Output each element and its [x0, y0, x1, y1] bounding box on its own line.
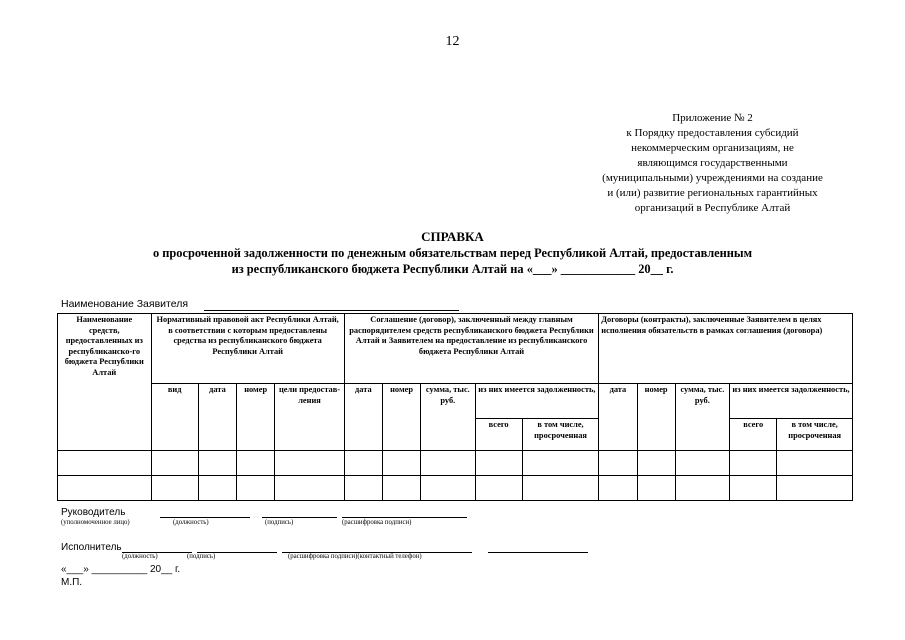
head-sign-line[interactable] — [262, 517, 337, 518]
table-cell[interactable] — [237, 451, 275, 476]
stamp-label: М.П. — [61, 577, 83, 588]
col-header-date: дата — [344, 384, 382, 451]
col-header-overdue: в том числе, просроченная — [777, 419, 853, 451]
table-cell[interactable] — [421, 476, 475, 501]
table-cell[interactable] — [275, 476, 344, 501]
table-cell[interactable] — [599, 476, 637, 501]
executor-label: Исполнитель — [61, 542, 122, 553]
table-cell[interactable] — [522, 451, 599, 476]
exec-sign-caption: (подпись) — [187, 553, 216, 560]
page-number: 12 — [445, 34, 460, 49]
col-header-goals: цели предостав-ления — [275, 384, 344, 451]
table-cell[interactable] — [475, 451, 522, 476]
table-cell[interactable] — [198, 451, 236, 476]
head-label: Руководитель — [61, 507, 126, 518]
table-row — [58, 451, 853, 476]
group-header-contracts: Договоры (контракты), заключенные Заявителем в целях исполнения обязательств в рамках соглашения (договора) — [599, 314, 853, 384]
table-cell[interactable] — [237, 476, 275, 501]
table-cell[interactable] — [777, 451, 853, 476]
subtitle-line-1: о просроченной задолженности по денежным обязательствам перед Республикой Алтай, предоставленным — [152, 246, 753, 260]
head-decode-caption: (расшифровка подписи) — [342, 519, 412, 526]
group-header-agreement: Соглашение (договор), заключенный между главным распорядителем средств республиканского бюджета Республики Алтай и Заявителем на предоставление из республиканского бюджета Республики Алтай — [344, 314, 599, 384]
table-cell[interactable] — [675, 476, 729, 501]
document-subtitle — [70, 245, 835, 277]
appendix-line: некоммерческим организациям, не — [631, 142, 794, 154]
head-sign-caption: (подпись) — [265, 519, 294, 526]
table-cell[interactable] — [421, 451, 475, 476]
col-header-sum: сумма, тыс. руб. — [421, 384, 475, 451]
col-header-debt: из них имеется задолженность, — [730, 384, 853, 419]
group-header-normative: Нормативный правовой акт Республики Алтай, в соответствии с которым предоставлены средства из республиканского бюджета Республики Алтай — [151, 314, 344, 384]
head-position-caption: (должность) — [173, 519, 209, 526]
col-header-number: номер — [237, 384, 275, 451]
col-header-date: дата — [599, 384, 637, 451]
appendix-line: организаций в Республике Алтай — [634, 202, 791, 214]
col-header-overdue: в том числе, просроченная — [522, 419, 599, 451]
table-cell[interactable] — [275, 451, 344, 476]
col-header-number: номер — [382, 384, 420, 451]
table-cell[interactable] — [344, 451, 382, 476]
head-caption: (уполномоченное лицо) — [61, 519, 130, 526]
exec-position-caption: (должность) — [122, 553, 158, 560]
col-header-total: всего — [730, 419, 777, 451]
date-line: «___» __________ 20__ г. — [61, 564, 181, 575]
col-header-total: всего — [475, 419, 522, 451]
head-decode-line[interactable] — [342, 517, 467, 518]
table-cell[interactable] — [151, 476, 198, 501]
table-row — [58, 476, 853, 501]
appendix-line: (муниципальными) учреждениями на создание — [602, 172, 823, 184]
table-cell[interactable] — [382, 476, 420, 501]
subtitle-line-2: из республиканского бюджета Республики Алтай на «___» ____________ 20__ г. — [231, 262, 674, 276]
exec-decode-caption: (расшифровка подписи)(контактный телефон) — [288, 553, 422, 560]
col-header-debt: из них имеется задолженность, — [475, 384, 599, 419]
table-cell[interactable] — [58, 451, 152, 476]
col-header-date: дата — [198, 384, 236, 451]
col-header-vid: вид — [151, 384, 198, 451]
table-cell[interactable] — [637, 451, 675, 476]
table-cell[interactable] — [777, 476, 853, 501]
table-cell[interactable] — [344, 476, 382, 501]
appendix-block — [585, 111, 840, 216]
applicant-label: Наименование Заявителя — [61, 298, 189, 310]
table-cell[interactable] — [151, 451, 198, 476]
table-cell[interactable] — [475, 476, 522, 501]
col-header-name: Наименование средств, предоставленных из республиканско-го бюджета Республики Алтай — [58, 314, 152, 451]
table-cell[interactable] — [522, 476, 599, 501]
col-header-number: номер — [637, 384, 675, 451]
table-cell[interactable] — [599, 451, 637, 476]
appendix-line: к Порядку предоставления субсидий — [626, 127, 799, 139]
table-cell[interactable] — [198, 476, 236, 501]
appendix-line: и (или) развитие региональных гарантийных — [607, 187, 818, 199]
head-position-line[interactable] — [160, 517, 250, 518]
table-cell[interactable] — [58, 476, 152, 501]
exec-phone-line[interactable] — [488, 552, 588, 553]
appendix-line: Приложение № 2 — [672, 112, 753, 124]
table-cell[interactable] — [382, 451, 420, 476]
appendix-line: являющимся государственными — [637, 157, 788, 169]
debt-table — [57, 313, 853, 501]
applicant-input-line[interactable] — [204, 310, 459, 311]
table-cell[interactable] — [675, 451, 729, 476]
col-header-sum: сумма, тыс. руб. — [675, 384, 729, 451]
document-title: СПРАВКА — [421, 229, 484, 244]
table-cell[interactable] — [637, 476, 675, 501]
table-cell[interactable] — [730, 476, 777, 501]
table-cell[interactable] — [730, 451, 777, 476]
